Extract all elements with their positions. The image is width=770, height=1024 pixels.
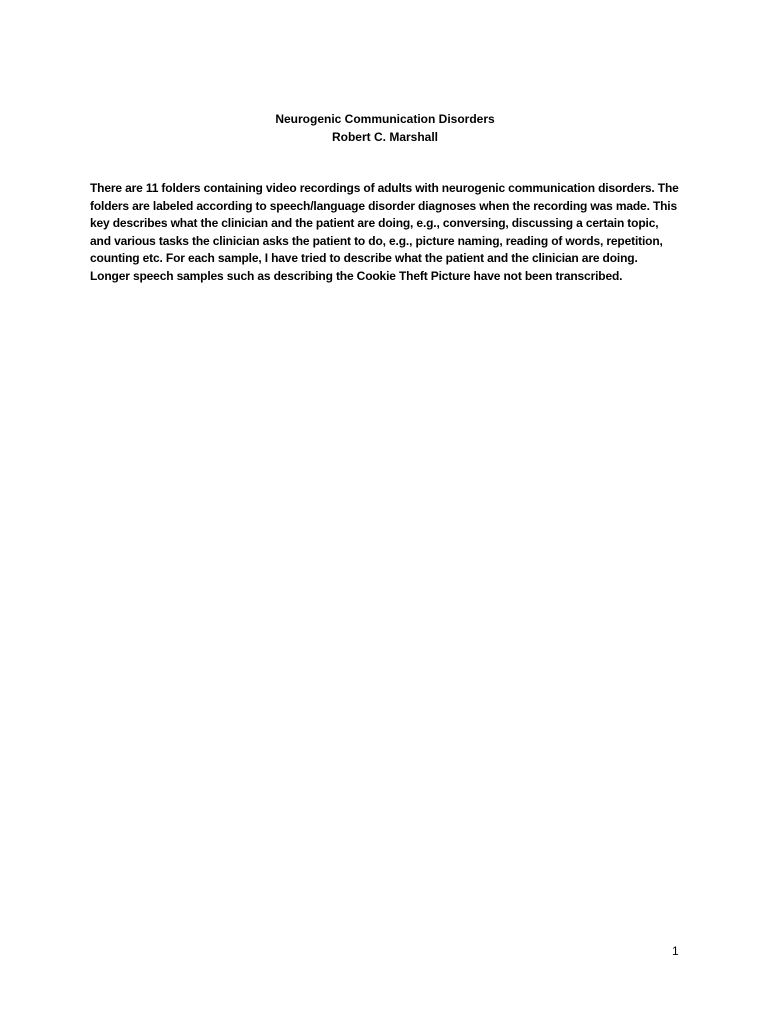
page-number: 1 xyxy=(672,944,679,958)
document-author: Robert C. Marshall xyxy=(331,130,439,144)
document-title: Neurogenic Communication Disorders xyxy=(275,112,495,126)
intro-paragraph: There are 11 folders containing video recordings of adults with neurogenic communication disorders. The folders are labeled according to speech/language disorder diagnoses when the recording was made. This key describes what the clinician and the patient are doing, e.g., conversing, discussing a certain topic, and various tasks the clinician asks the patient to do, e.g., picture naming, reading of words, repetition, counting etc. For each sample, I have tried to describe what the patient and the clinician are doing. Longer speech samples such as describing the Cookie Theft Picture have not been transcribed. xyxy=(90,181,679,283)
title-block xyxy=(90,110,680,146)
